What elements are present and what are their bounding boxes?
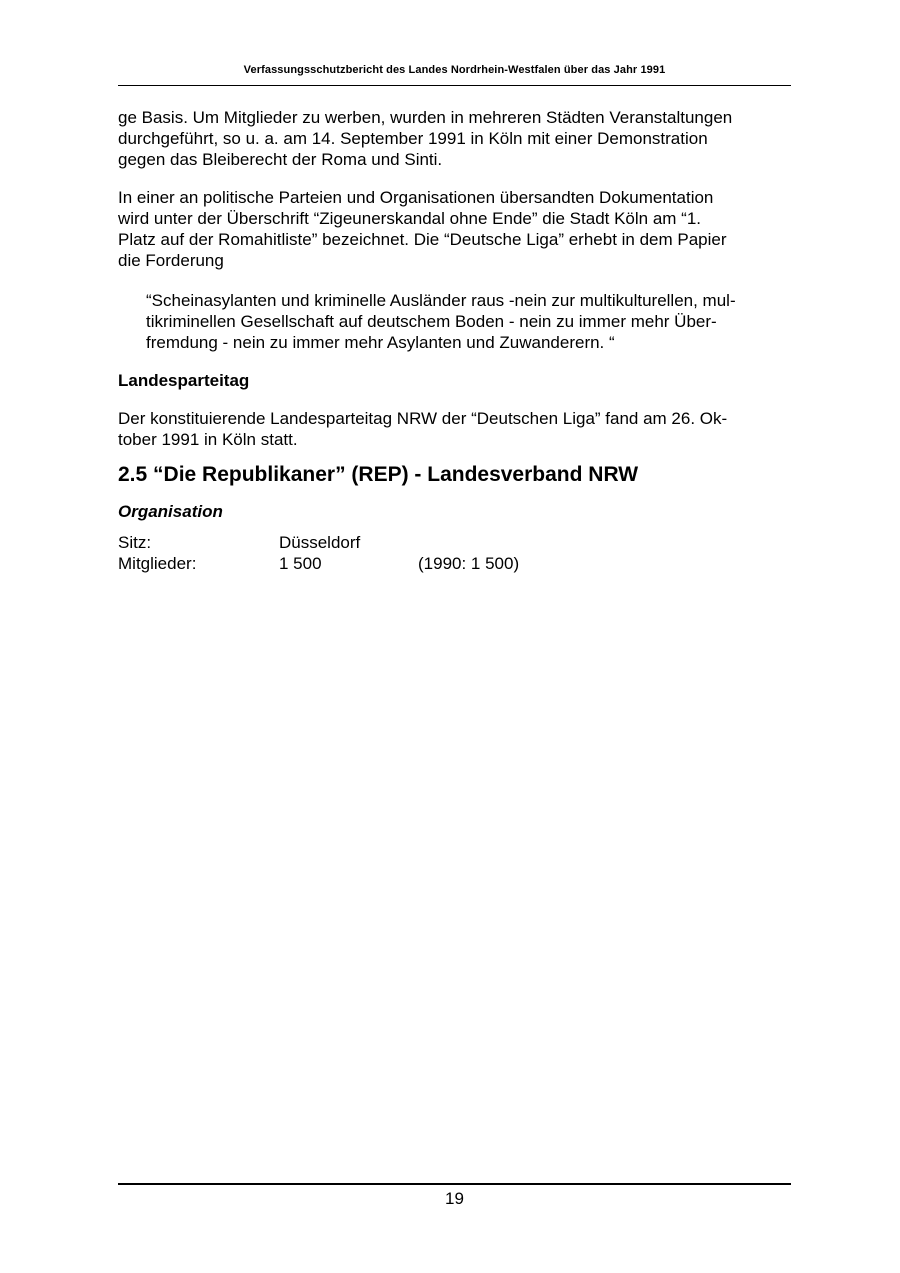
paragraph-basis [118, 107, 798, 170]
text-line: Der konstituierende Landesparteitag NRW der “Deutschen Liga” fand am 26. Ok- [118, 409, 728, 428]
text-line: gegen das Bleiberecht der Roma und Sinti. [118, 150, 443, 169]
header-divider [118, 85, 791, 86]
paragraph-dokumentation [118, 187, 798, 271]
quote-line: “Scheinasylanten und kriminelle Ausländer raus -nein zur multikulturellen, mul- [146, 291, 736, 310]
quote-line: fremdung - nein zu immer mehr Asylanten und Zuwanderern. “ [146, 333, 615, 352]
running-header: Verfassungsschutzbericht des Landes Nordrhein-Westfalen über das Jahr 1991 [243, 64, 666, 76]
sitz-value: Düsseldorf [279, 533, 361, 552]
mitglieder-value: 1 500 [279, 554, 322, 573]
text-line: die Forderung [118, 251, 224, 270]
paragraph-landesparteitag [118, 408, 798, 450]
text-line: Platz auf der Romahitliste” bezeichnet. Die “Deutsche Liga” erhebt in dem Papier [118, 230, 727, 249]
page-number: 19 [445, 1189, 464, 1208]
info-row-mitglieder [118, 553, 618, 574]
organisation-heading: Organisation [118, 502, 223, 521]
text-line: In einer an politische Parteien und Organisationen übersandten Dokumentation [118, 188, 714, 207]
text-line: ge Basis. Um Mitglieder zu werben, wurden in mehreren Städten Veranstaltungen [118, 108, 733, 127]
text-line: wird unter der Überschrift “Zigeunerskandal ohne Ende” die Stadt Köln am “1. [118, 209, 702, 228]
sitz-label: Sitz: [118, 533, 152, 552]
mitglieder-label: Mitglieder: [118, 554, 197, 573]
mitglieder-previous-year: (1990: 1 500) [418, 554, 520, 573]
text-line: durchgeführt, so u. a. am 14. September 1991 in Köln mit einer Demonstration [118, 129, 708, 148]
subheading-landesparteitag: Landesparteitag [118, 371, 250, 390]
footer-divider [118, 1183, 791, 1185]
section-heading: 2.5 “Die Republikaner” (REP) - Landesverband NRW [118, 463, 639, 486]
block-quote [146, 290, 786, 353]
quote-line: tikriminellen Gesellschaft auf deutschem Boden - nein zu immer mehr Über- [146, 312, 717, 331]
text-line: tober 1991 in Köln statt. [118, 430, 298, 449]
info-row-sitz [118, 532, 618, 553]
